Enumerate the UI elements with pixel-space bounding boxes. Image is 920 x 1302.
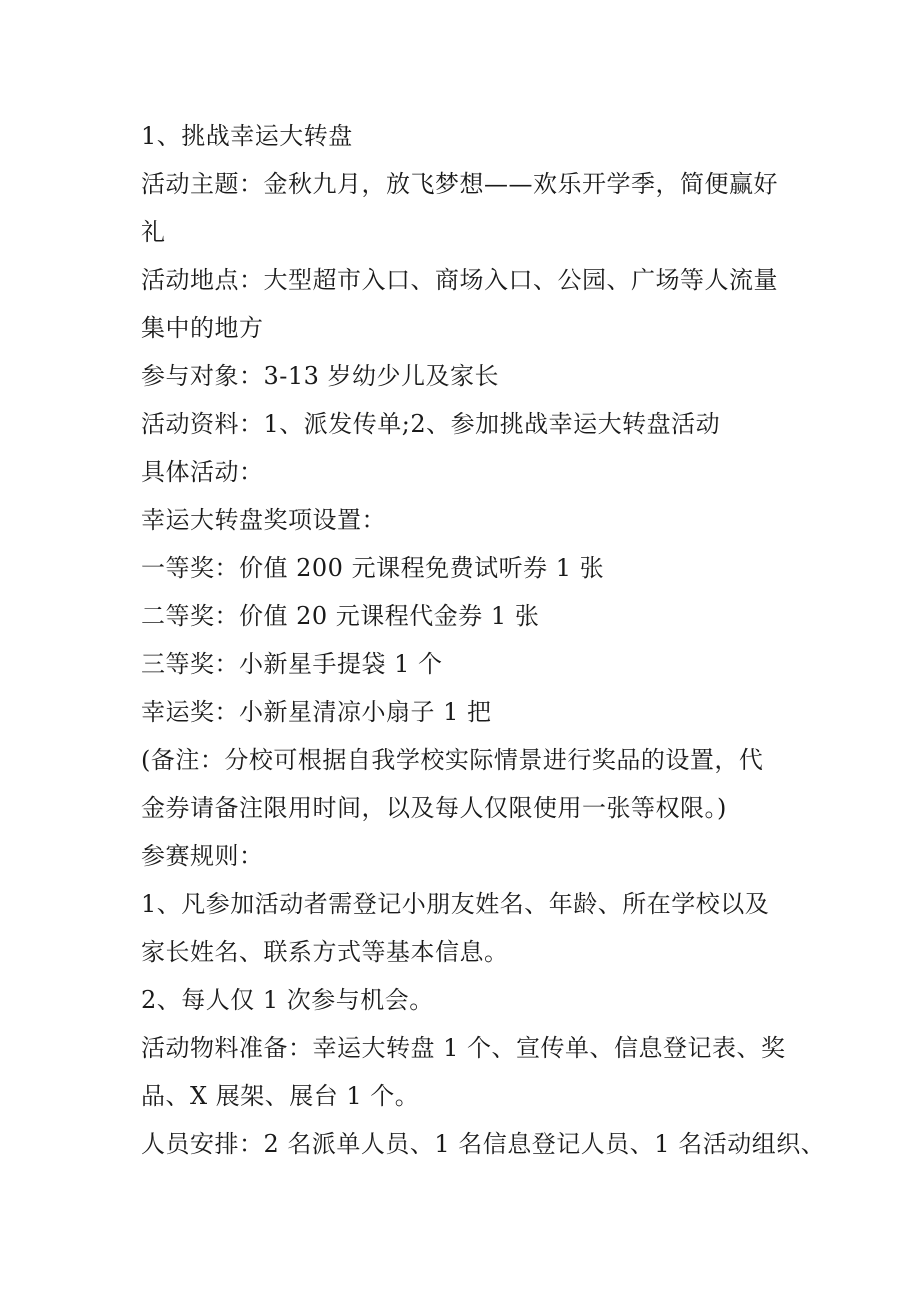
text-line: 活动地点：大型超市入口、商场入口、公园、广场等人流量 bbox=[141, 266, 778, 294]
note-line: 金券请备注限用时间，以及每人仅限使用一张等权限。) bbox=[141, 794, 727, 822]
rule-line: 2、每人仅 1 次参与机会。 bbox=[141, 986, 434, 1014]
heading-lucky-wheel: 1、挑战幸运大转盘 bbox=[141, 122, 353, 150]
text-line: 活动主题：金秋九月，放飞梦想——欢乐开学季，简便赢好 bbox=[141, 170, 778, 198]
text-line: 礼 bbox=[141, 218, 166, 246]
rule-line: 家长姓名、联系方式等基本信息。 bbox=[141, 938, 509, 966]
text-line: 活动资料：1、派发传单;2、参加挑战幸运大转盘活动 bbox=[141, 410, 721, 438]
rule-line: 1、凡参加活动者需登记小朋友姓名、年龄、所在学校以及 bbox=[141, 890, 770, 918]
text-line: 集中的地方 bbox=[141, 314, 264, 342]
prize-line: 二等奖：价值 20 元课程代金券 1 张 bbox=[141, 602, 540, 630]
text-line: 品、X 展架、展台 1 个。 bbox=[141, 1082, 420, 1110]
text-line: 参与对象：3-13 岁幼少儿及家长 bbox=[141, 362, 500, 390]
text-line: 幸运大转盘奖项设置： bbox=[141, 506, 386, 534]
prize-line: 幸运奖：小新星清凉小扇子 1 把 bbox=[141, 698, 492, 726]
note-line: (备注：分校可根据自我学校实际情景进行奖品的设置，代 bbox=[141, 746, 764, 774]
text-line: 参赛规则： bbox=[141, 842, 264, 870]
prize-line: 三等奖：小新星手提袋 1 个 bbox=[141, 650, 443, 678]
text-line: 活动物料准备：幸运大转盘 1 个、宣传单、信息登记表、奖 bbox=[141, 1034, 786, 1062]
text-line: 具体活动： bbox=[141, 458, 264, 486]
text-line: 人员安排：2 名派单人员、1 名信息登记人员、1 名活动组织、 bbox=[141, 1130, 826, 1158]
prize-line: 一等奖：价值 200 元课程免费试听券 1 张 bbox=[141, 554, 605, 582]
document-body bbox=[141, 112, 826, 1168]
